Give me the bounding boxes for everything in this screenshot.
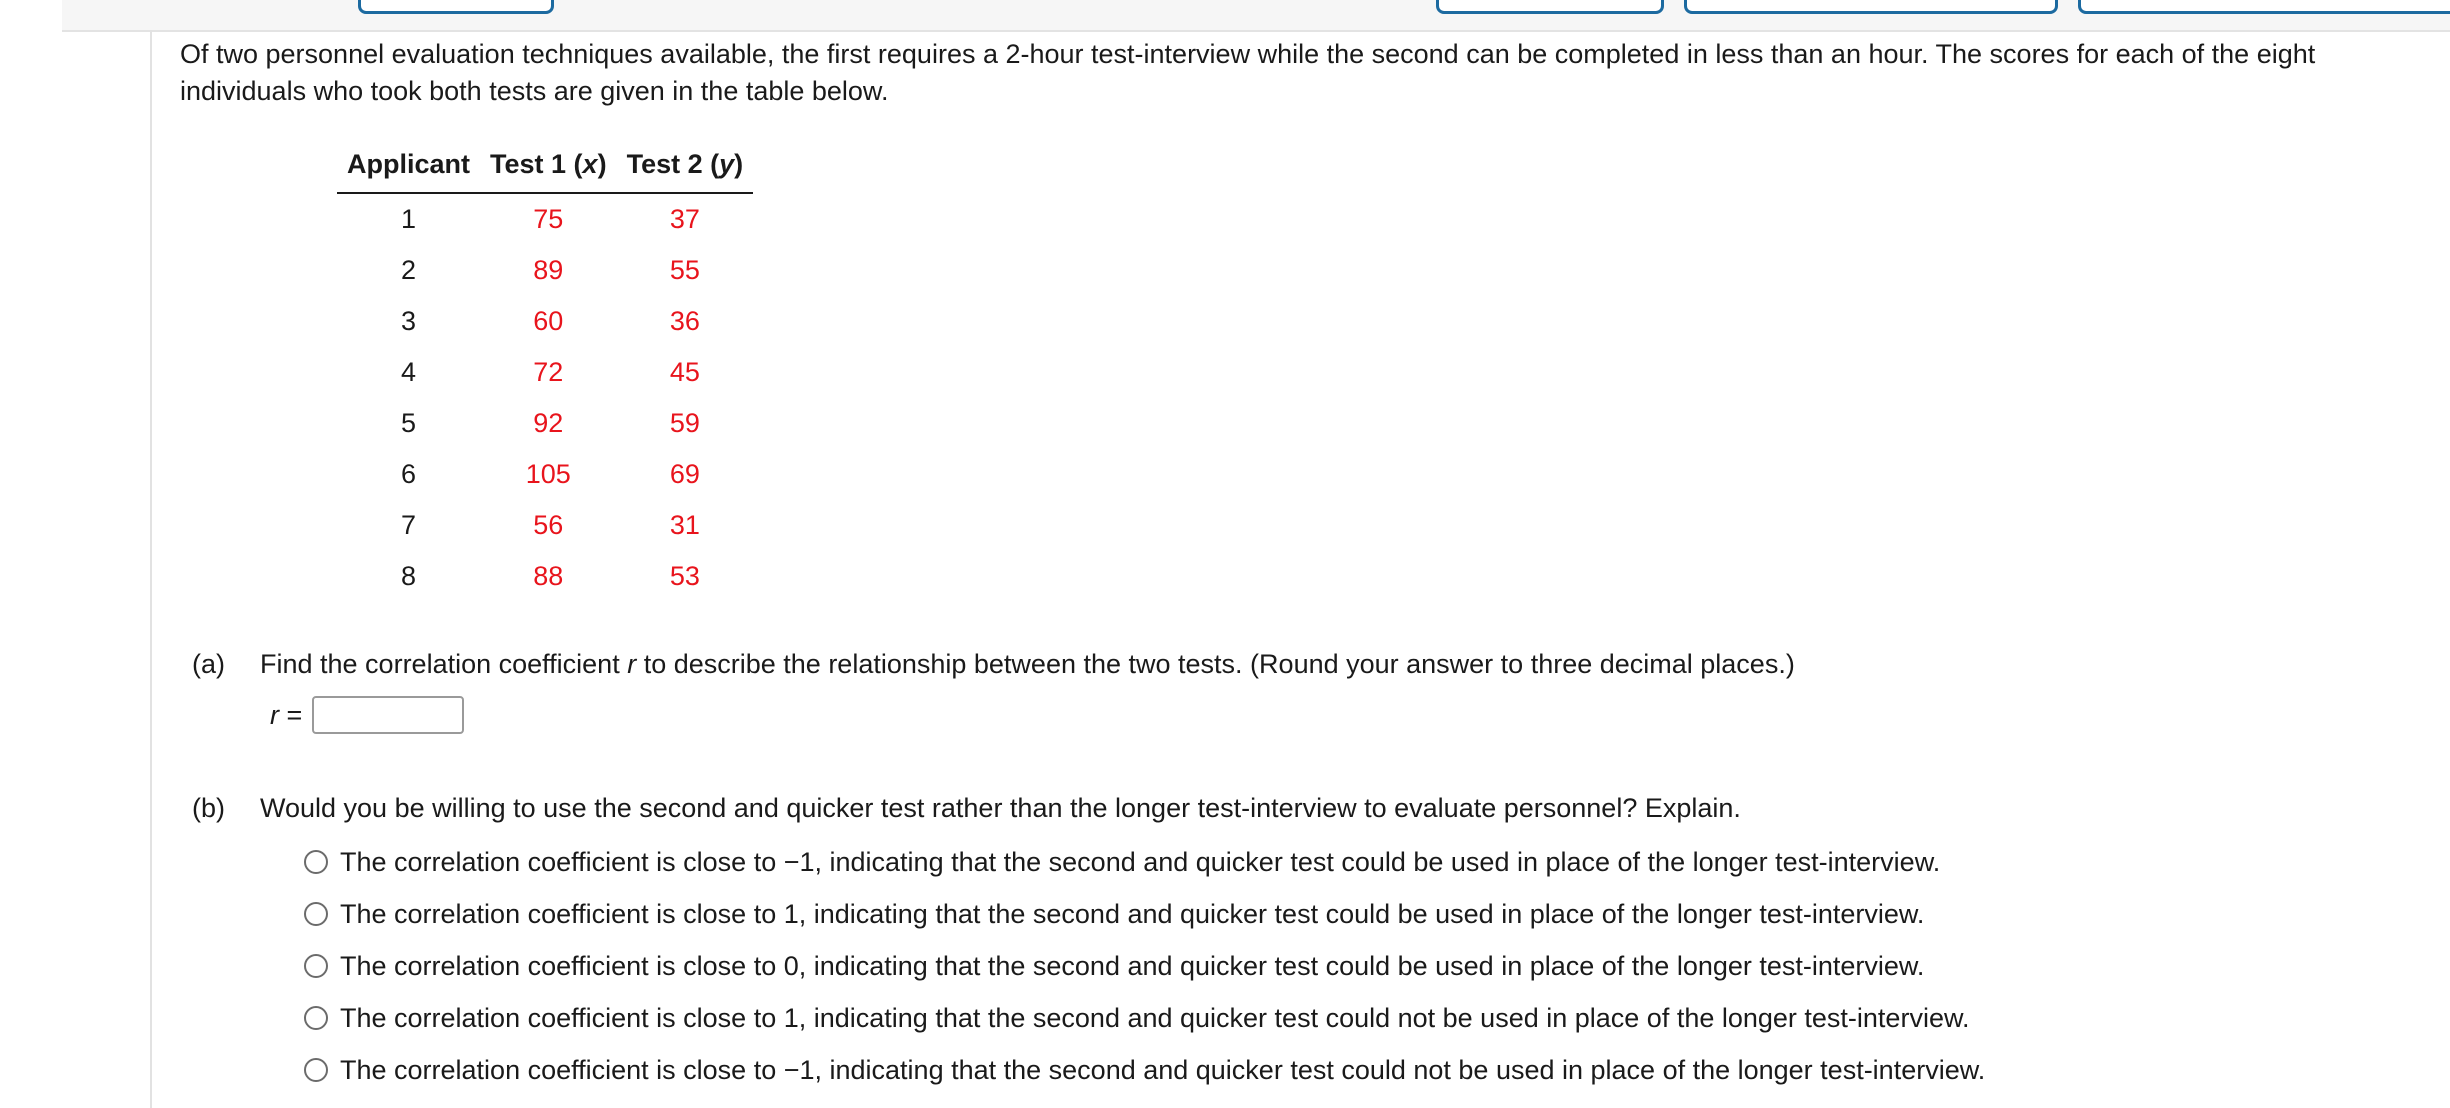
option-label: The correlation coefficient is close to 1, indicating that the second and quicker test could be used in place of the longer test-interview. <box>340 898 1925 929</box>
test1-score: 75 <box>533 204 564 234</box>
test2-score: 53 <box>669 561 700 591</box>
applicant-number: 6 <box>400 459 417 489</box>
applicant-number: 5 <box>400 408 417 438</box>
part-b-label: (b) <box>192 793 225 823</box>
answer-option[interactable] <box>304 888 1985 940</box>
test2-score: 59 <box>669 408 700 438</box>
radio-button[interactable] <box>304 1058 328 1082</box>
table-row <box>337 193 753 245</box>
table-row <box>337 398 753 449</box>
answer-option[interactable] <box>304 1044 1985 1096</box>
part-b-question: (b) Would you be willing to use the second and quicker test rather than the longer test-interview to evaluate personnel? Explain. <box>192 790 2422 827</box>
test1-score: 72 <box>533 357 564 387</box>
part-a-label: (a) <box>192 649 225 679</box>
answer-option[interactable] <box>304 836 1985 888</box>
answer-row <box>270 696 464 734</box>
test1-score: 56 <box>533 510 564 540</box>
test1-score: 89 <box>533 255 564 285</box>
test2-score: 37 <box>669 204 700 234</box>
part-b <box>192 790 2422 1085</box>
test1-score: 60 <box>533 306 564 336</box>
test1-score: 92 <box>533 408 564 438</box>
top-toolbar <box>62 0 2450 32</box>
correlation-answer-input[interactable] <box>312 696 464 734</box>
applicant-number: 7 <box>400 510 417 540</box>
radio-button[interactable] <box>304 902 328 926</box>
table-row <box>337 449 753 500</box>
radio-button[interactable] <box>304 954 328 978</box>
toolbar-button[interactable] <box>358 0 554 14</box>
answer-options <box>304 836 1985 1096</box>
test2-score: 55 <box>669 255 700 285</box>
table-row <box>337 347 753 398</box>
test2-score: 31 <box>669 510 700 540</box>
radio-button[interactable] <box>304 850 328 874</box>
header-test1: Test 1 (x) <box>480 144 617 193</box>
answer-label: r = <box>270 699 303 730</box>
applicant-number: 4 <box>400 357 417 387</box>
scores-table <box>337 144 753 602</box>
toolbar-button[interactable] <box>1684 0 2058 14</box>
applicant-number: 1 <box>400 204 417 234</box>
answer-option[interactable] <box>304 940 1985 992</box>
header-applicant: Applicant <box>337 144 480 193</box>
option-label: The correlation coefficient is close to 0, indicating that the second and quicker test could be used in place of the longer test-interview. <box>340 950 1925 981</box>
applicant-number: 8 <box>400 561 417 591</box>
table-row <box>337 296 753 347</box>
option-label: The correlation coefficient is close to −1, indicating that the second and quicker test could not be used in place of the longer test-interview. <box>340 1054 1986 1085</box>
part-a <box>192 646 2422 730</box>
test1-score: 88 <box>533 561 564 591</box>
part-a-question: (a) Find the correlation coefficient r to describe the relationship between the two tests. (Round your answer to three decimal places.) <box>192 646 2422 683</box>
option-label: The correlation coefficient is close to 1, indicating that the second and quicker test could not be used in place of the longer test-interview. <box>340 1002 1970 1033</box>
test1-score: 105 <box>525 459 571 489</box>
left-divider <box>150 30 152 1108</box>
option-label: The correlation coefficient is close to −1, indicating that the second and quicker test could be used in place of the longer test-interview. <box>340 846 1941 877</box>
test2-score: 36 <box>669 306 700 336</box>
test2-score: 45 <box>669 357 700 387</box>
table-row <box>337 500 753 551</box>
table-header-row <box>337 144 753 193</box>
intro-text: Of two personnel evaluation techniques available, the first requires a 2-hour test-interview while the second can be completed in less than an hour. The scores for each of the eight individuals who took both tests are given in the table below. <box>180 39 2316 106</box>
question-content <box>180 36 2430 1085</box>
applicant-number: 2 <box>400 255 417 285</box>
table-row <box>337 245 753 296</box>
applicant-number: 3 <box>400 306 417 336</box>
answer-option[interactable] <box>304 992 1985 1044</box>
toolbar-button[interactable] <box>1436 0 1664 14</box>
radio-button[interactable] <box>304 1006 328 1030</box>
table-row <box>337 551 753 602</box>
header-test2: Test 2 (y) <box>617 144 754 193</box>
test2-score: 69 <box>669 459 700 489</box>
toolbar-button[interactable] <box>2078 0 2450 14</box>
